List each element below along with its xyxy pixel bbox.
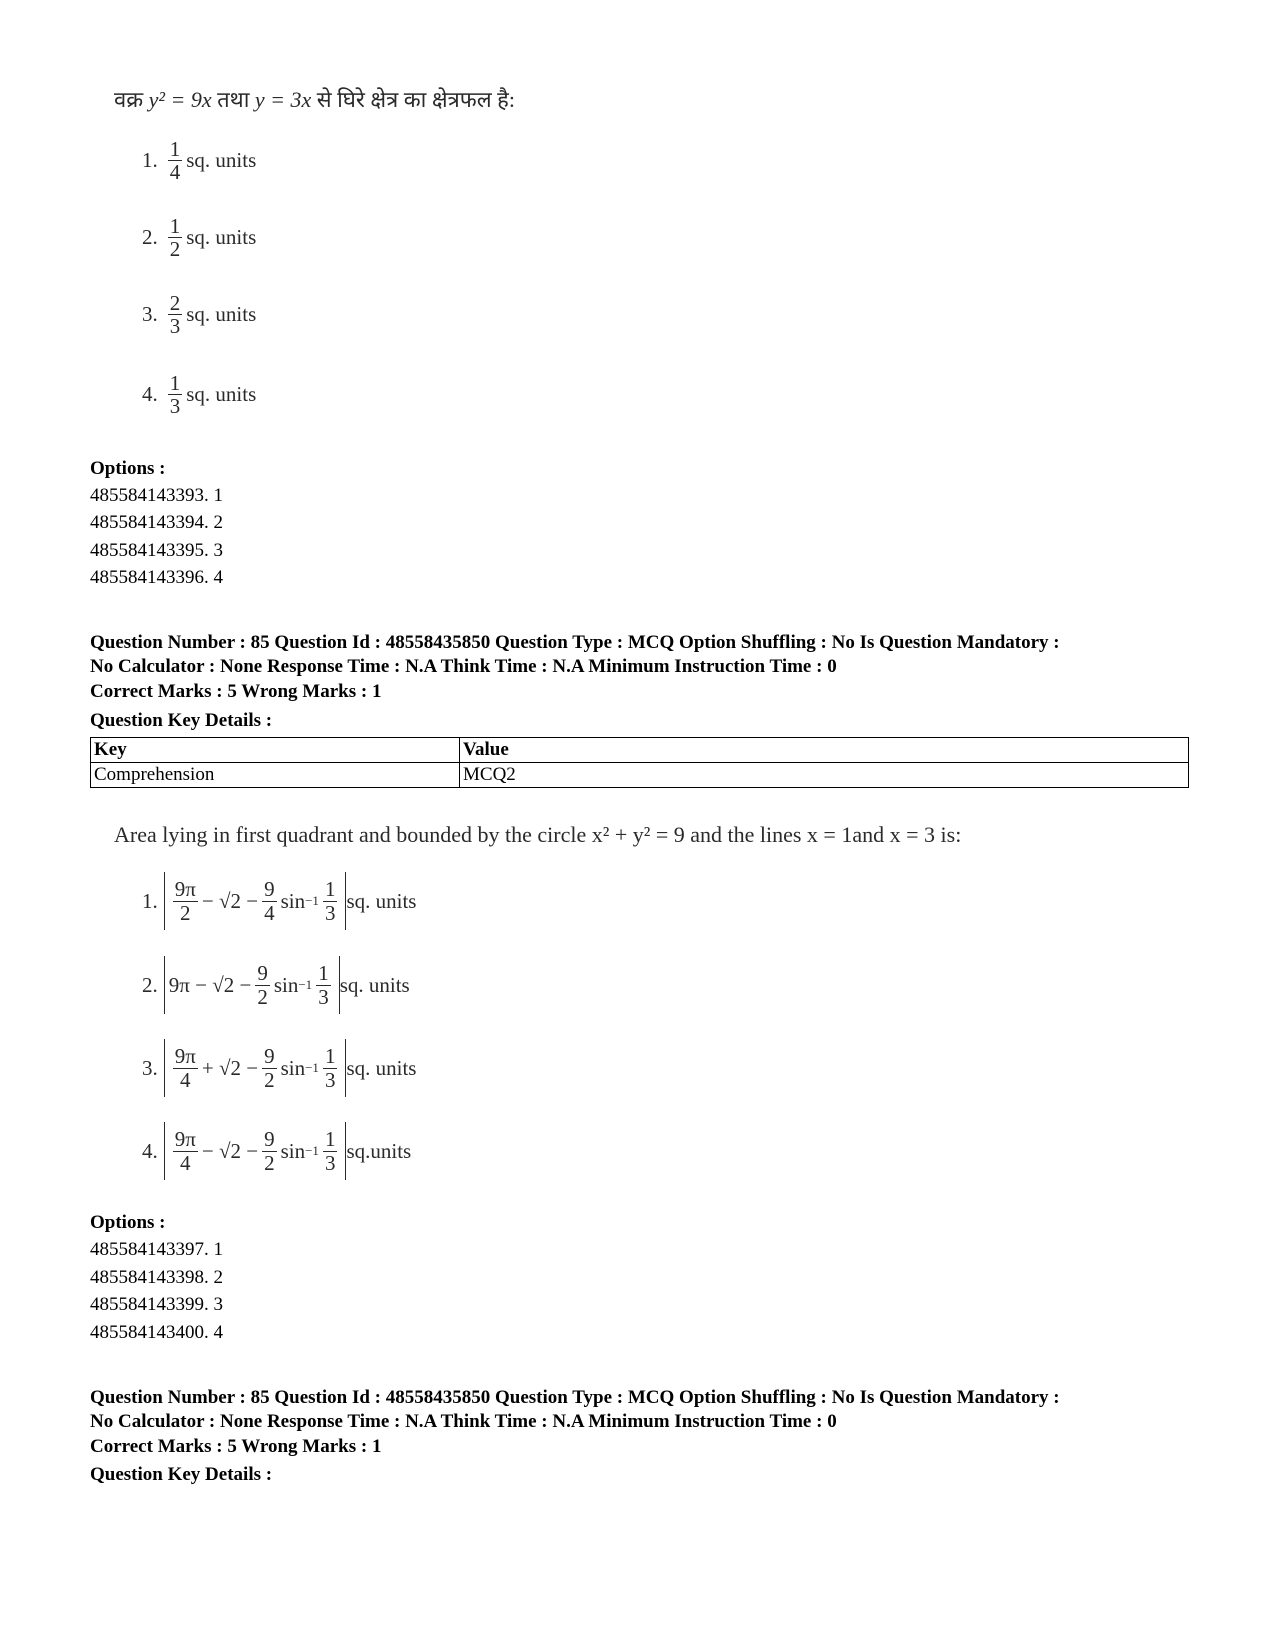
q1-eq1: y² = 9x	[148, 87, 212, 112]
operator: −	[201, 888, 214, 913]
question-meta	[90, 631, 1190, 679]
numerator: 9π	[174, 1127, 196, 1152]
q1-choice	[142, 215, 256, 260]
absolute-value-expression: $\frac{9\pi}{4}$ + √2 − $\frac{9}{2}$ sin −1 $\frac{1}{3}$	[164, 1039, 347, 1097]
fraction	[168, 372, 183, 417]
denominator: 4	[169, 160, 181, 185]
operator: +	[201, 1055, 214, 1080]
key-details-label: Question Key Details :	[90, 1464, 273, 1485]
option-id: 485584143396. 4	[90, 567, 223, 588]
choice-number: 2.	[142, 972, 158, 997]
fraction	[323, 1045, 338, 1090]
denominator: 2	[264, 1067, 275, 1092]
fraction	[262, 878, 277, 923]
denominator: 3	[318, 984, 329, 1009]
sin-term: sin	[280, 1055, 306, 1080]
fraction	[316, 962, 331, 1007]
q1-choice	[142, 292, 256, 337]
marks-line: Correct Marks : 5 Wrong Marks : 1	[90, 1436, 382, 1457]
denominator: 4	[180, 1150, 191, 1175]
absolute-value-expression: 9π − √2 − $\frac{9}{2}$ sin −1 $\frac{1}{3}$	[164, 956, 340, 1014]
numerator: 9	[257, 961, 268, 986]
pi-term: 9π	[168, 972, 190, 997]
sin-term: sin	[273, 972, 299, 997]
choice-number: 4.	[142, 1138, 158, 1163]
key-value-table	[90, 737, 1189, 788]
operator: −	[201, 1138, 214, 1163]
table-cell-value: MCQ2	[460, 763, 1189, 788]
meta-line-2: No Calculator : None Response Time : N.A Think Time : N.A Minimum Instruction Time : 0	[90, 656, 837, 677]
q2-choice	[142, 1039, 416, 1097]
sin-term: sin	[280, 1138, 306, 1163]
table-cell-key: Comprehension	[91, 763, 460, 788]
q1-text-a: वक्र	[114, 87, 144, 112]
q1-text-c: से घिरे क्षेत्र का क्षेत्रफल है:	[316, 87, 515, 112]
numerator: 2	[169, 291, 181, 315]
numerator: 1	[324, 1127, 336, 1152]
denominator: 3	[324, 900, 336, 925]
option-id: 485584143393. 1	[90, 485, 223, 506]
fraction	[173, 878, 198, 923]
option-id: 485584143395. 3	[90, 540, 223, 561]
root-term: √2	[218, 1055, 241, 1080]
q2-choice	[142, 1122, 411, 1180]
q2-choice	[142, 956, 410, 1014]
root-term: √2	[218, 1138, 241, 1163]
denominator: 3	[324, 1067, 336, 1092]
option-id: 485584143397. 1	[90, 1239, 223, 1260]
choice-unit: sq. units	[346, 888, 417, 913]
choice-unit: sq. units	[339, 972, 410, 997]
choice-number: 1.	[142, 888, 158, 913]
choice-unit: sq. units	[186, 382, 257, 407]
choice-number: 3.	[142, 302, 158, 327]
numerator: 9π	[174, 1044, 196, 1069]
fraction	[262, 1128, 277, 1173]
fraction	[168, 292, 183, 337]
meta-line-1: Question Number : 85 Question Id : 48558435850 Question Type : MCQ Option Shuffling : No Is Question Mandatory :	[90, 1387, 1060, 1408]
choice-unit: sq. units	[186, 148, 257, 173]
choice-number: 1.	[142, 148, 158, 173]
numerator: 1	[318, 961, 329, 986]
fraction	[323, 878, 338, 923]
denominator: 2	[257, 984, 268, 1009]
option-id: 485584143398. 2	[90, 1267, 223, 1288]
choice-number: 3.	[142, 1055, 158, 1080]
meta-line-1: Question Number : 85 Question Id : 48558435850 Question Type : MCQ Option Shuffling : No Is Question Mandatory :	[90, 632, 1060, 653]
fraction	[262, 1045, 277, 1090]
root-term: √2	[212, 972, 235, 997]
denominator: 3	[324, 1150, 336, 1175]
choice-number: 2.	[142, 225, 158, 250]
denominator: 2	[169, 237, 181, 262]
meta-line-2: No Calculator : None Response Time : N.A Think Time : N.A Minimum Instruction Time : 0	[90, 1411, 837, 1432]
denominator: 4	[180, 1067, 191, 1092]
denominator: 2	[180, 900, 191, 925]
fraction	[173, 1128, 198, 1173]
denominator: 3	[169, 394, 181, 419]
question-1-text	[114, 84, 515, 114]
table-header-key: Key	[91, 738, 460, 763]
q1-text-b: तथा	[217, 87, 250, 112]
numerator: 9	[264, 1044, 275, 1069]
q1-choice	[142, 138, 256, 183]
options-label: Options :	[90, 1212, 166, 1233]
option-id: 485584143399. 3	[90, 1294, 223, 1315]
fraction	[168, 215, 183, 260]
choice-unit: sq.units	[346, 1138, 412, 1163]
denominator: 3	[169, 314, 181, 339]
question-meta	[90, 1386, 1190, 1434]
fraction	[255, 962, 270, 1007]
fraction	[173, 1045, 198, 1090]
absolute-value-expression: $\frac{9\pi}{4}$ − √2 − $\frac{9}{2}$ sin −1 $\frac{1}{3}$	[164, 1122, 347, 1180]
numerator: 9	[264, 1127, 275, 1152]
fraction	[168, 138, 183, 183]
options-label: Options :	[90, 458, 166, 479]
marks-line: Correct Marks : 5 Wrong Marks : 1	[90, 681, 382, 702]
sin-term: sin	[280, 888, 306, 913]
numerator: 1	[169, 371, 181, 395]
fraction	[323, 1128, 338, 1173]
numerator: 1	[324, 1044, 336, 1069]
option-id: 485584143400. 4	[90, 1322, 223, 1343]
key-details-label: Question Key Details :	[90, 710, 273, 731]
numerator: 1	[169, 214, 181, 238]
choice-unit: sq. units	[186, 302, 257, 327]
choice-unit: sq. units	[346, 1055, 417, 1080]
table-header-value: Value	[460, 738, 1189, 763]
numerator: 9π	[174, 877, 196, 902]
q1-eq2: y = 3x	[254, 87, 312, 112]
denominator: 2	[264, 1150, 275, 1175]
operator: −	[195, 972, 207, 997]
numerator: 9	[264, 877, 275, 902]
numerator: 1	[324, 877, 336, 902]
choice-unit: sq. units	[186, 225, 257, 250]
absolute-value-expression: $\frac{9\pi}{2}$ − √2 − $\frac{9}{4}$ sin −1 $\frac{1}{3}$	[164, 872, 347, 930]
root-term: √2	[218, 888, 241, 913]
option-id: 485584143394. 2	[90, 512, 223, 533]
choice-number: 4.	[142, 382, 158, 407]
question-2-text: Area lying in first quadrant and bounded by the circle x² + y² = 9 and the lines x = 1and x = 3 is:	[114, 822, 962, 847]
q1-choice	[142, 372, 256, 417]
q2-choice	[142, 872, 416, 930]
numerator: 1	[169, 137, 181, 161]
denominator: 4	[264, 900, 275, 925]
